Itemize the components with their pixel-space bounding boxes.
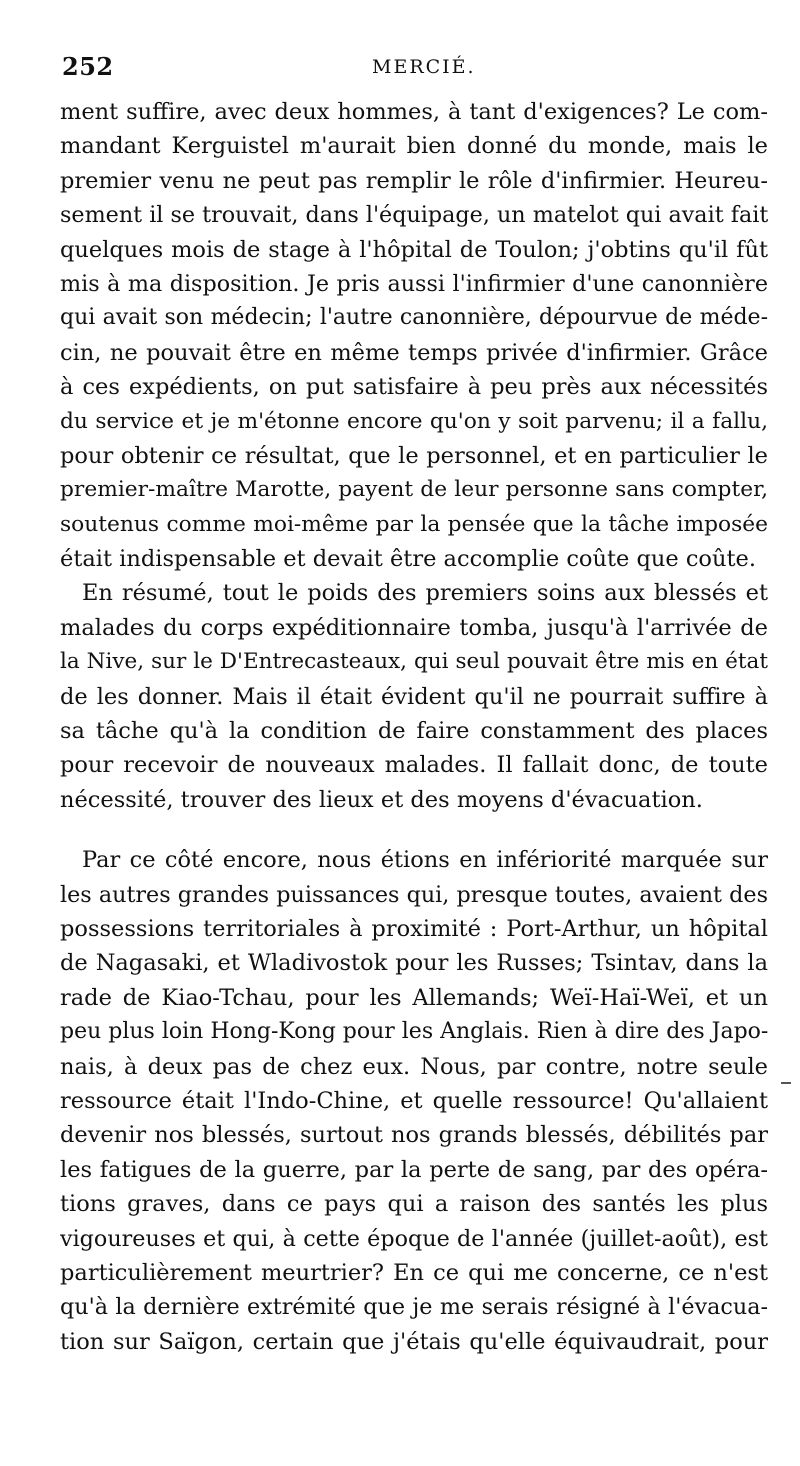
text-line: devenir nos blessés, surtout nos grands blessés, débilités par: [60, 1122, 768, 1149]
text-line: nais, à deux pas de chez eux. Nous, par contre, notre seule: [60, 1053, 768, 1080]
text-line: En résumé, tout le poids des premiers soins aux blessés et: [82, 580, 768, 607]
text-line: était indispensable et devait être accomplie coûte que coûte.: [60, 546, 756, 573]
margin-tick-mark: [781, 1082, 791, 1084]
text-line: la Nive, sur le D'Entrecasteaux, qui seul pouvait être mis en état: [60, 649, 768, 675]
text-line: vigoureuses et qui, à cette époque de l'année (juillet-août), est: [60, 1225, 768, 1252]
paragraph-1: [60, 95, 768, 576]
text-line: qui avait son médecin; l'autre canonnière, dépourvue de méde-: [60, 305, 768, 331]
text-line: malades du corps expéditionnaire tomba, jusqu'à l'arrivée de: [60, 614, 768, 641]
text-line: du service et je m'étonne encore qu'on y soit parvenu; il a fallu,: [60, 408, 768, 434]
text-line: de Nagasaki, et Wladivostok pour les Russes; Tsintav, dans la: [60, 950, 768, 977]
text-line: mandant Kerguistel m'aurait bien donné du monde, mais le: [60, 133, 768, 160]
paragraph-2: [60, 576, 768, 817]
body-text: [60, 95, 768, 1359]
text-line: premier-maître Marotte, payent de leur personne sans compter,: [60, 477, 768, 503]
text-line: Par ce côté encore, nous étions en infériorité marquée sur: [82, 847, 768, 874]
text-line: cin, ne pouvait être en même temps privée d'infirmier. Grâce: [60, 339, 768, 366]
running-head: [62, 52, 767, 84]
text-line: soutenus comme moi-même par la pensée que la tâche imposée: [60, 511, 768, 537]
text-line: de les donner. Mais il était évident qu'il ne pourrait suffire à: [60, 683, 768, 710]
paragraph-3: [60, 843, 768, 1359]
text-line: rade de Kiao-Tchau, pour les Allemands; Weï-Haï-Weï, et un: [60, 984, 768, 1011]
text-line: mis à ma disposition. Je pris aussi l'infirmier d'une canonnière: [60, 270, 768, 297]
text-line: ressource était l'Indo-Chine, et quelle ressource! Qu'allaient: [60, 1087, 768, 1114]
text-line: sa tâche qu'à la condition de faire constamment des places: [60, 718, 768, 745]
running-title: MERCIÉ.: [372, 56, 476, 78]
text-line: particulièrement meurtrier? En ce qui me concerne, ce n'est: [60, 1259, 768, 1286]
text-line: qu'à la dernière extrémité que je me serais résigné à l'évacua-: [60, 1294, 768, 1321]
text-line: à ces expédients, on put satisfaire à peu près aux nécessités: [60, 374, 768, 401]
text-line: les autres grandes puissances qui, presque toutes, avaient des: [60, 881, 768, 908]
text-line: pour obtenir ce résultat, que le personnel, et en particulier le: [60, 442, 768, 469]
text-line: peu plus loin Hong-Kong pour les Anglais. Rien à dire des Japo-: [60, 1019, 768, 1045]
text-line: ment suffire, avec deux hommes, à tant d'exigences? Le com-: [60, 99, 768, 125]
text-line: pour recevoir de nouveaux malades. Il fallait donc, de toute: [60, 752, 768, 779]
text-line: possessions territoriales à proximité : Port-Arthur, un hôpital: [60, 915, 768, 942]
text-line: quelques mois de stage à l'hôpital de Toulon; j'obtins qu'il fût: [60, 236, 768, 263]
text-line: tions graves, dans ce pays qui a raison des santés les plus: [60, 1191, 768, 1218]
text-line: tion sur Saïgon, certain que j'étais qu'elle équivaudrait, pour: [60, 1328, 768, 1355]
text-line: sement il se trouvait, dans l'équipage, un matelot qui avait fait: [60, 202, 768, 229]
page-number: 252: [62, 52, 114, 81]
text-line: les fatigues de la guerre, par la perte de sang, par des opéra-: [60, 1156, 768, 1183]
paragraph-gap: [60, 817, 768, 843]
text-line: nécessité, trouver des lieux et des moyens d'évacuation.: [60, 786, 703, 813]
text-line: premier venu ne peut pas remplir le rôle d'infirmier. Heureu-: [60, 167, 768, 194]
